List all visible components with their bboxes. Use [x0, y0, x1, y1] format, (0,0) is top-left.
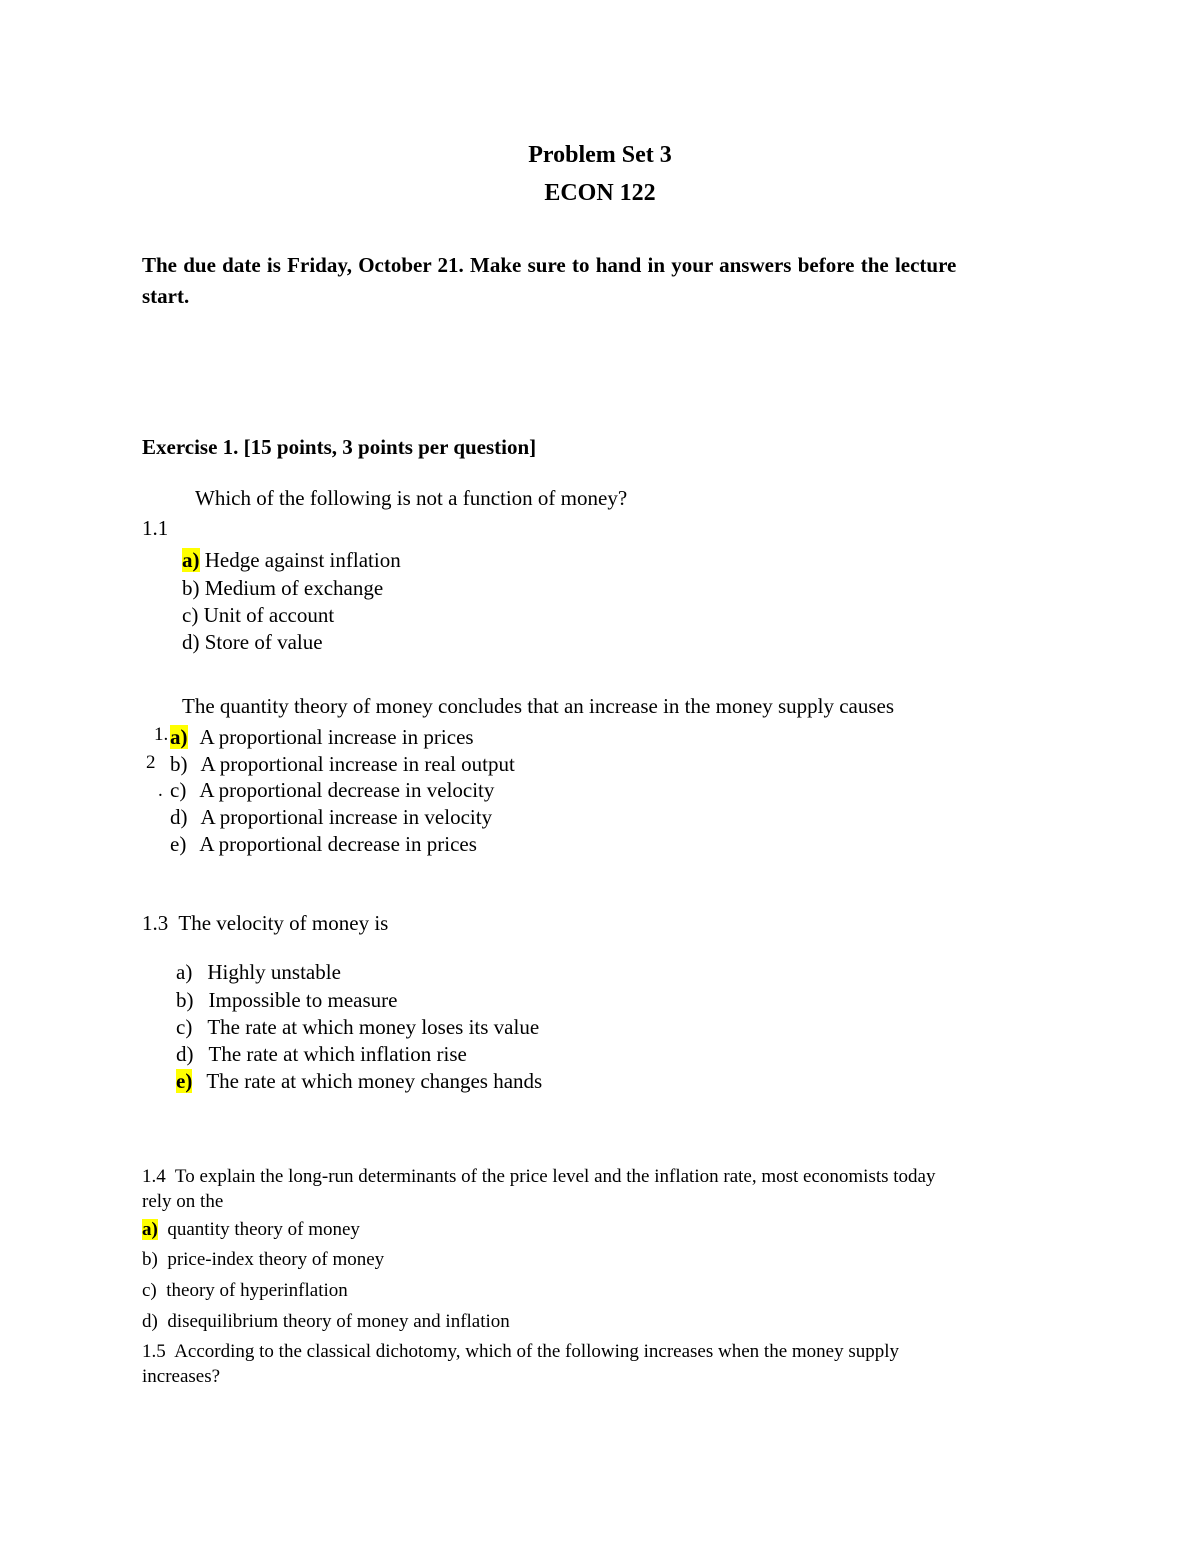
option-d — [176, 1042, 467, 1067]
option-text: A proportional increase in real output — [200, 752, 515, 776]
option-text: Store of value — [204, 630, 323, 654]
option-b — [176, 988, 397, 1013]
option-d — [142, 1311, 510, 1333]
option-text: disequilibrium theory of money and inflation — [167, 1311, 510, 1332]
question-text: The velocity of money is — [178, 911, 389, 935]
option-text: theory of hyperinflation — [166, 1280, 348, 1301]
option-letter: a) — [176, 960, 193, 984]
option-letter: d) — [142, 1311, 158, 1332]
option-text: The rate at which inflation rise — [208, 1042, 467, 1066]
option-letter: c) — [142, 1280, 157, 1301]
option-e — [170, 832, 477, 857]
option-letter: b) — [170, 752, 188, 776]
option-text: price-index theory of money — [167, 1249, 385, 1270]
option-letter: e) — [170, 832, 187, 856]
option-a — [182, 548, 401, 573]
due-date-line-1: The due date is Friday, October 21. Make sure to hand in your answers before the lecture — [142, 253, 957, 277]
answer-highlight: a) — [182, 548, 200, 572]
option-text: A proportional decrease in velocity — [199, 778, 495, 802]
option-b — [170, 752, 515, 777]
question-number-part-3: . — [158, 780, 163, 801]
answer-highlight: a) — [170, 725, 188, 749]
question-text: Which of the following is not a function of money? — [195, 486, 628, 510]
option-text: Medium of exchange — [204, 576, 384, 600]
option-text: Hedge against inflation — [204, 548, 401, 572]
option-d — [182, 630, 323, 655]
option-e — [176, 1069, 542, 1094]
question-number: 1.1 — [142, 516, 169, 540]
option-b — [142, 1249, 384, 1271]
option-c — [176, 1015, 539, 1040]
option-letter: c) — [170, 778, 187, 802]
question-text: To explain the long-run determinants of the price level and the inflation rate, most economists today — [174, 1166, 936, 1187]
option-text: A proportional increase in velocity — [200, 805, 493, 829]
option-letter: c) — [182, 603, 199, 627]
exercise-heading: Exercise 1. [15 points, 3 points per question] — [142, 435, 537, 459]
question-number: 1.5 — [142, 1341, 166, 1362]
page-title: Problem Set 3 — [528, 142, 672, 168]
option-text: quantity theory of money — [167, 1219, 360, 1240]
option-text: The rate at which money loses its value — [207, 1015, 540, 1039]
option-letter: d) — [176, 1042, 194, 1066]
option-text: Impossible to measure — [208, 988, 398, 1012]
option-a — [170, 725, 474, 750]
question-line-1 — [142, 1166, 936, 1188]
course-code: ECON 122 — [544, 180, 656, 206]
answer-highlight: a) — [142, 1219, 158, 1240]
option-letter: b) — [182, 576, 200, 600]
question-row — [142, 911, 388, 936]
option-c — [182, 603, 334, 628]
option-letter: c) — [176, 1015, 193, 1039]
option-text: A proportional decrease in prices — [199, 832, 477, 856]
due-date-line-2: start. — [142, 284, 190, 308]
question-number-part-2: 2 — [146, 752, 156, 773]
question-number-part-1: 1. — [154, 724, 169, 745]
option-letter: d) — [170, 805, 188, 829]
option-text: Unit of account — [203, 603, 335, 627]
option-b — [182, 576, 383, 601]
question-text: The quantity theory of money concludes that an increase in the money supply causes — [182, 694, 895, 718]
question-number: 1.4 — [142, 1166, 166, 1187]
option-c — [170, 778, 494, 803]
option-text: A proportional increase in prices — [199, 725, 474, 749]
option-d — [170, 805, 492, 830]
question-text: According to the classical dichotomy, which of the following increases when the money supply — [174, 1341, 900, 1362]
question-line-2: rely on the — [142, 1191, 224, 1212]
question-line-1 — [142, 1341, 899, 1363]
option-a — [176, 960, 341, 985]
option-letter: b) — [176, 988, 194, 1012]
option-letter: d) — [182, 630, 200, 654]
question-line-2: increases? — [142, 1366, 221, 1387]
option-text: Highly unstable — [207, 960, 341, 984]
question-number: 1.3 — [142, 911, 169, 935]
option-letter: b) — [142, 1249, 158, 1270]
option-a — [142, 1219, 360, 1241]
option-c — [142, 1280, 348, 1302]
answer-highlight: e) — [176, 1069, 193, 1093]
option-text: The rate at which money changes hands — [206, 1069, 543, 1093]
